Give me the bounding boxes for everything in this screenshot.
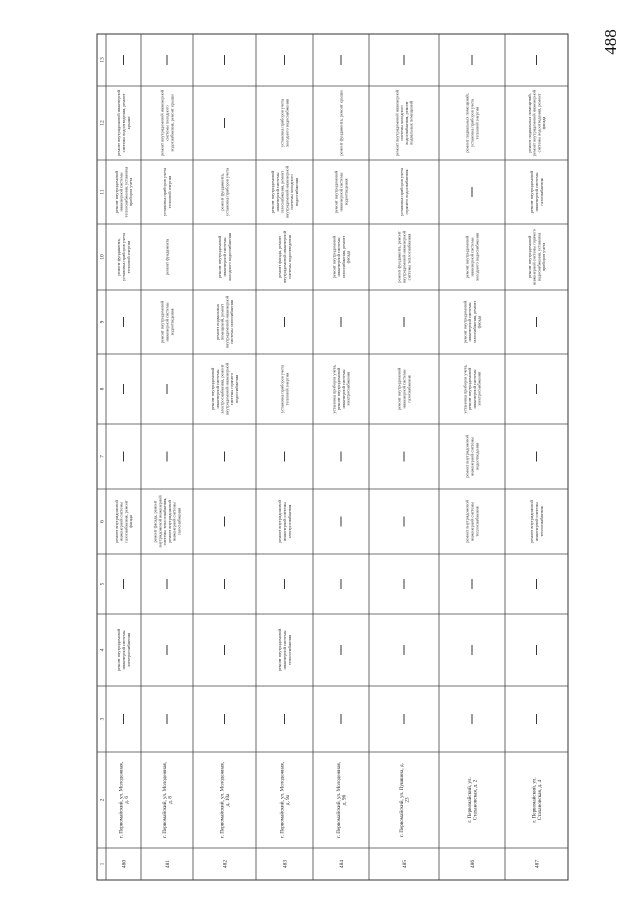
work-cell: ремонт фундамента, ремонт крыши [338,90,344,156]
empty-cell-value: — [536,456,538,458]
column-number: 11 [99,189,106,195]
work-cell: ремонт внутридомовойинженерной системыводоотведения [464,435,480,478]
empty-cell-value: — [123,322,125,323]
empty-cell-value: — [224,719,226,720]
work-cell: ремонт внутридомовойинженерной системыгазоснабжения, ремонтфасада [462,300,482,344]
empty-cell-value: — [341,456,342,458]
empty-cell-value: — [536,60,538,61]
empty-cell-value: — [341,60,342,61]
empty-cell-value: — [224,650,226,651]
work-cell: ремонт внутридомовой инженернойсистемы холодноговодоснабжения, ремонт крыши [159,89,175,157]
work-cell: ремонт внутридомовойинженерной системыхолодного водоснабжения [464,233,480,281]
empty-cell-value: — [167,584,168,585]
empty-cell-value: — [123,719,125,720]
empty-cell-value: — [472,584,473,585]
empty-cell-value: — [167,389,168,390]
empty-cell-value: — [123,60,125,61]
work-cell: ремонт внутридомовой инженернойсистемы водоотведения, ремонткрыши [116,89,131,157]
empty-cell-value: — [536,719,538,720]
column-number: 6 [99,520,106,523]
column-number: 7 [99,455,106,458]
row-number: 480 [121,859,128,869]
empty-cell-value: — [284,60,286,61]
row-address: г. Первомайский, ул.Стахановская, д. 4 [531,777,544,823]
empty-cell-value: — [404,60,405,61]
row-number: 483 [282,859,289,869]
empty-cell-value: — [472,60,473,61]
work-cell: ремонт внутридомовойинженерной системыгазоснабжения, ремонтвнутридомовой инженернойсистемы холодноговодоснабжения [269,165,300,219]
empty-cell-value: — [404,584,405,585]
work-cell: ремонт внутридомовойинженерной системыгазоснабжения, ремонтфасада [113,500,134,543]
work-cell: ремонт внутридомовойинженерной системыхолодного водоснабжения [217,233,232,281]
empty-cell-value: — [167,456,168,458]
work-cell: ремонт подвальных помещений,ремонт внутридомовой инженернойсистемы водоотведения, ремонтфасада [526,89,547,157]
empty-cell-value: — [536,584,538,585]
row-number: 481 [165,859,171,869]
work-cell: установка приборов учетатепловой энергии [162,168,172,216]
work-cell: установка приборов учетахолодного водоснабжения [279,99,290,147]
empty-cell-value: — [472,650,473,651]
empty-cell-value: — [472,719,473,720]
row-number: 484 [339,859,345,869]
work-cell: ремонт фундамента,установка приборов учета [219,168,230,216]
empty-cell-value: — [224,456,226,458]
row-address: г. Первомайский, ул. Молодежная,д. 8 [161,762,174,838]
empty-cell-value: — [536,389,538,390]
row-address: г. Первомайский, ул. Пушкина, д.23 [398,763,411,837]
row-address: г. Первомайский, ул. Молодежная,д. 9а [279,762,292,838]
work-cell: ремонт внутридомовойинженерной системытеплоснабжения, установкаприборов учета [113,166,134,218]
column-number: 2 [99,798,106,802]
work-cell: установка приборов учетатепловой энергии [279,365,290,413]
empty-cell-value: — [123,456,125,458]
column-number: 10 [99,254,106,260]
row-number: 485 [402,859,408,869]
empty-cell-value: — [341,521,342,523]
empty-cell-value: — [404,456,405,458]
empty-cell-value: — [224,521,226,523]
work-cell: ремонт внутридомовойинженерной системытеплоснабжения [464,500,480,543]
column-number: 5 [99,582,106,586]
work-cell: ремонт внутридомовойинженерной системыгазоснабжения [396,367,412,411]
column-number: 9 [99,320,106,324]
empty-cell-value: — [341,719,342,720]
empty-cell-value: — [123,389,125,390]
work-cell: ремонт подвальныхпомещений, ремонтвнутридомовой инженернойсистемы газоснабжения [214,295,235,349]
work-cell: ремонт внутридомовойинженерной системытеплоснабжения [277,628,292,672]
row-address: г. Первомайский, ул. Молодежная,д. 9б [335,762,348,838]
empty-cell-value: — [284,584,286,585]
empty-cell-value: — [341,650,342,651]
work-cell: ремонт фасада, ремонтвнутридомовой инженернойсистемы теплоснабжения,ремонт внутридомовойинженерной системыгазоснабжения [152,495,182,548]
column-number: 12 [99,120,106,126]
column-number: 4 [99,648,106,652]
work-cell: ремонт внутридомовойинженерной системыэлектроснабжения [277,500,292,543]
empty-cell-value: — [284,322,286,323]
empty-cell-value: — [284,719,286,720]
empty-cell-value: — [404,719,405,720]
work-cell: ремонт подвальных помещений,установка приборов учетатепловой энергии [464,93,480,153]
work-cell: ремонт внутридомовойинженерной системыводоотведения [159,300,175,344]
empty-cell-value: — [404,322,405,323]
empty-cell-value: — [123,584,125,585]
row-address: г. Первомайский, ул. Молодежная,д. 10а [219,762,232,838]
row-number: 486 [470,859,476,869]
work-cell: ремонт внутридомовой инженернойсистемы холодноговодоснабжения, ремонтподвальных помещений [394,89,414,157]
page-number: 488 [601,29,620,55]
work-cell: ремонт фундамента, ремонтвнутридомовой инженернойсистемы теплоснабжения [396,230,412,284]
work-cell: ремонт внутридомовойинженерной системы горячеговодоснабжения, установкаприборов учета [526,229,547,285]
empty-cell-value: — [404,521,405,523]
work-cell: ремонт фасада, ремонтвнутридомовой инженернойсистемы водоотведения [277,230,292,284]
row-number: 487 [534,859,541,869]
work-cell: ремонт внутридомовойинженерной системыгазоснабжения [529,170,544,214]
work-cell: ремонт внутридомовойинженерной системыэлектроснабжения [116,628,131,672]
empty-cell-value: — [167,60,168,61]
empty-cell-value: — [224,123,226,124]
work-cell: ремонт фундамента [164,238,170,276]
empty-cell-value: — [472,192,473,193]
column-number: 3 [99,717,106,721]
empty-cell-value: — [284,456,286,458]
work-cell: ремонт фундамента,установка приборов учетатепловой энергии [116,233,131,281]
column-number: 8 [99,387,106,391]
row-address: г. Первомайский, ул.Стахановская, д. 2 [466,777,479,823]
work-cell: ремонт внутридомовойинженерной системытеплоснабжения [529,500,544,543]
column-number: 13 [99,57,106,63]
work-cell: ремонт внутридомовойинженерной системыгазоснабжения, ремонтфасада [331,235,351,279]
empty-cell-value: — [536,322,538,323]
empty-cell-value: — [536,650,538,651]
row-number: 482 [222,859,229,869]
work-cell: ремонт внутридомовойинженерной системыэлектроснабжения, ремонтвнутридомовой инженернойсистемы горячеговодоснабжения [209,362,240,416]
empty-cell-value: — [224,584,226,585]
empty-cell-value: — [167,650,168,651]
work-cell: установка приборов учета,ремонт внутридомовойинженерной системыэлектроснабжения [462,364,482,414]
work-cell: установка приборов учетагорячего водоснабжения [399,168,409,216]
empty-cell-value: — [341,584,342,585]
empty-cell-value: — [404,650,405,651]
work-cell: установка приборов учета,ремонт внутридомовойинженерной системыэлектроснабжения [331,364,351,414]
row-address: г. Первомайский, ул. Молодежная,д. 6 [118,762,131,838]
empty-cell-value: — [167,719,168,720]
empty-cell-value: — [341,322,342,323]
empty-cell-value: — [224,60,226,61]
column-number: 1 [99,862,106,866]
work-cell: ремонт внутридомовойинженерной системыводоотведения [333,170,349,214]
